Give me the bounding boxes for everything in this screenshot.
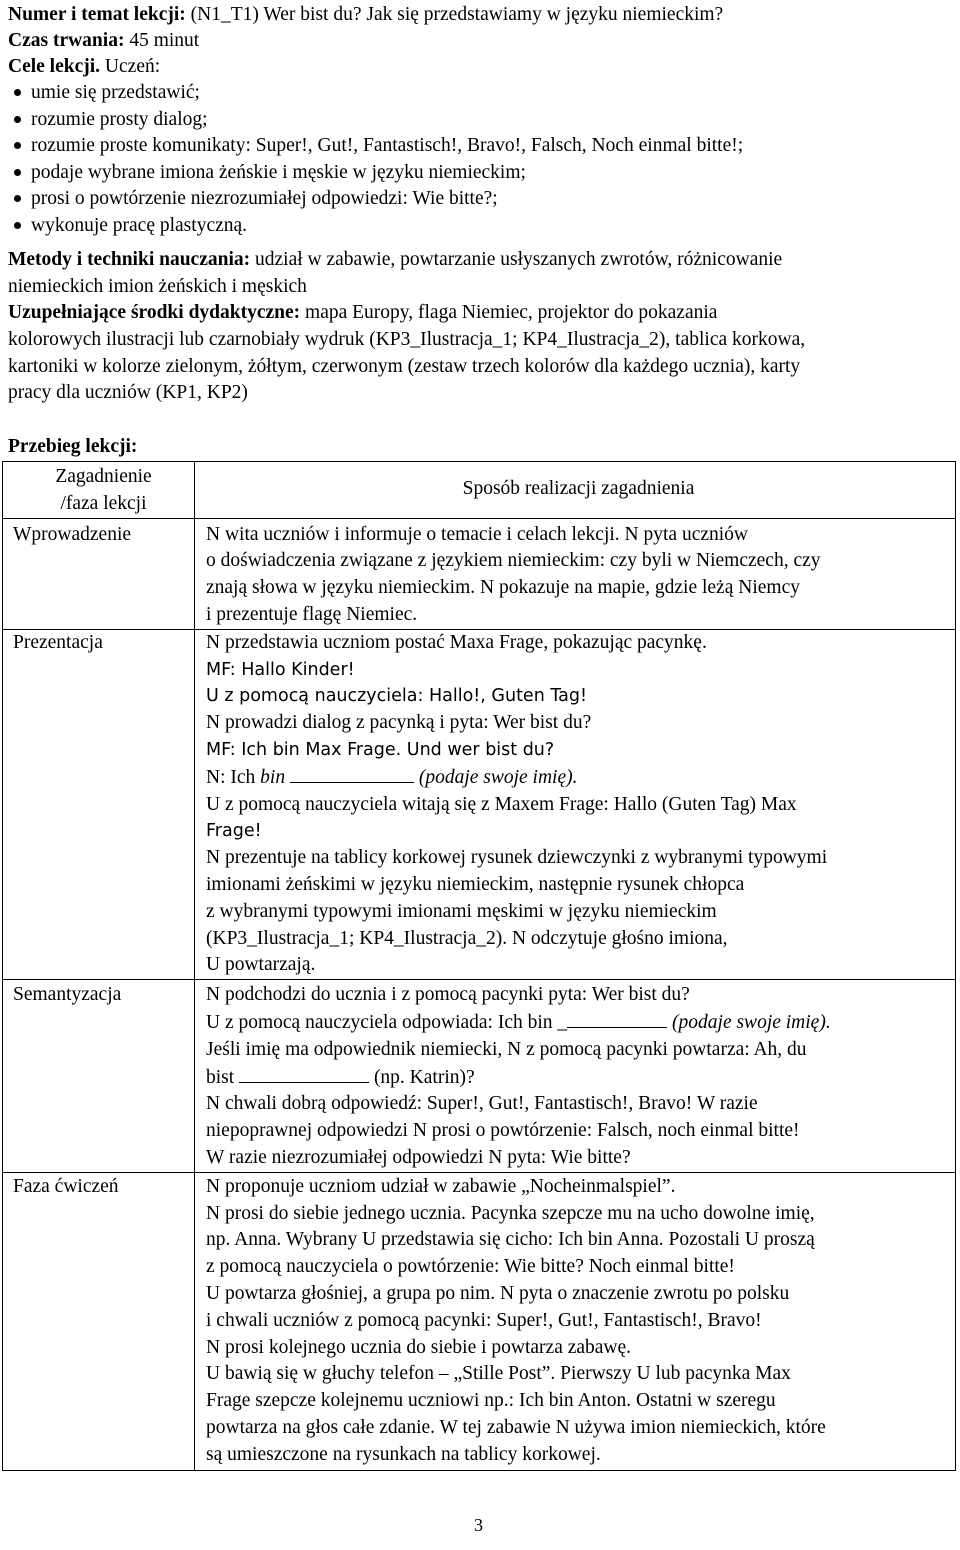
name-blank <box>290 764 414 783</box>
method-line: i chwali uczniów z pomocą pacynki: Super!, Gut!, Fantastisch!, Bravo! <box>206 1309 762 1331</box>
method-line: (KP3_Ilustracja_1; KP4_Ilustracja_2). N odczytuje głośno imiona, <box>206 927 728 949</box>
table-row <box>3 980 956 1173</box>
header-phase-cell <box>3 462 195 519</box>
methods-line-2: niemieckich imion żeńskich i męskich <box>8 276 307 297</box>
materials-line-2: kolorowych ilustracji lub czarnobiały wydruk (KP3_Ilustracja_1; KP4_Ilustracja_2), tablica korkowa, <box>8 329 806 350</box>
header-method-label: Sposób realizacji zagadnienia <box>462 478 695 500</box>
goals-value: Uczeń: <box>100 56 161 77</box>
method-line: Jeśli imię ma odpowiednik niemiecki, N z pomocą pacynki powtarza: Ah, du <box>206 1038 807 1060</box>
goals-label: Cele lekcji. <box>8 56 101 77</box>
materials-line-1 <box>8 300 717 327</box>
method-line: o doświadczenia związane z językiem niemieckim: czy byli w Niemczech, czy <box>206 550 821 572</box>
phase-label: Wprowadzenie <box>13 523 132 545</box>
method-line: MF: Ich bin Max Frage. Und wer bist du? <box>206 739 555 760</box>
method-line: N proponuje uczniom udział w zabawie „Nocheinmalspiel”. <box>206 1175 676 1197</box>
method-cell <box>195 629 956 979</box>
method-line-name-blank <box>206 1064 951 1092</box>
method-line: z wybranymi typowymi imionami męskimi w języku niemieckim <box>206 900 717 922</box>
method-line: W razie niezrozumiałej odpowiedzi N pyta: Wie bitte? <box>206 1146 631 1168</box>
method-line: N podchodzi do ucznia i z pomocą pacynki pyta: Wer bist du? <box>206 984 690 1006</box>
phase-label: Faza ćwiczeń <box>13 1175 119 1197</box>
method-line: N prosi kolejnego ucznia do siebie i powtarza zabawę. <box>206 1336 632 1358</box>
method-line-name-blank <box>206 1009 951 1037</box>
bullet-icon <box>14 222 21 229</box>
goal-item: rozumie proste komunikaty: Super!, Gut!, Fantastisch!, Bravo!, Falsch, Noch einmal bitte!; <box>31 135 744 156</box>
method-line-name-blank <box>206 764 951 792</box>
course-heading: Przebieg lekcji: <box>8 436 138 457</box>
time-value: 45 minut <box>124 30 200 51</box>
italic-hint: (podaje swoje imię). <box>418 766 578 788</box>
method-cell <box>195 518 956 629</box>
method-line: np. Anna. Wybrany U przedstawia się cicho: Ich bin Anna. Pozostali U proszą <box>206 1229 815 1251</box>
phase-cell <box>3 518 195 629</box>
materials-line-4: pracy dla uczniów (KP1, KP2) <box>8 382 248 403</box>
bullet-icon <box>14 142 21 149</box>
method-line: N prezentuje na tablicy korkowej rysunek dziewczynki z wybranymi typowymi <box>206 847 828 869</box>
method-line: Frage szepcze kolejnemu uczniowi np.: Ich bin Anton. Ostatni w szeregu <box>206 1390 776 1412</box>
materials-line-3: kartoniki w kolorze zielonym, żółtym, czerwonym (zestaw trzech kolorów dla każdego ucznia), karty <box>8 356 801 377</box>
bullet-icon <box>14 116 21 123</box>
phase-cell <box>3 980 195 1173</box>
methods-text-1: udział w zabawie, powtarzanie usłyszanych zwrotów, różnicowanie <box>250 249 783 270</box>
topic-label: Numer i temat lekcji: <box>8 4 186 25</box>
phase-cell <box>3 629 195 979</box>
time-label: Czas trwania: <box>8 30 125 51</box>
method-line: N przedstawia uczniom postać Maxa Frage, pokazując pacynkę. <box>206 631 707 653</box>
method-line: U powtarza głośniej, a grupa po nim. N pyta o znaczenie zwrotu po polsku <box>206 1282 790 1304</box>
goals-line <box>8 54 160 81</box>
method-line: N chwali dobrą odpowiedź: Super!, Gut!, Fantastisch!, Bravo! W razie <box>206 1093 758 1115</box>
bullet-icon <box>14 89 21 96</box>
topic-value: (N1_T1) Wer bist du? Jak się przedstawiamy w języku niemieckim? <box>185 4 724 25</box>
method-line-text: (np. Katrin)? <box>369 1066 475 1088</box>
goal-item: wykonuje pracę plastyczną. <box>31 215 248 236</box>
speaker-text: N: Ich <box>206 766 261 788</box>
table-row <box>3 629 956 979</box>
header-method-cell <box>195 462 956 519</box>
method-line: znają słowa w języku niemieckim. N pokazuje na mapie, gdzie leżą Niemcy <box>206 577 800 599</box>
materials-label: Uzupełniające środki dydaktyczne: <box>8 302 301 323</box>
goal-item: prosi o powtórzenie niezrozumiałej odpowiedzi: Wie bitte?; <box>31 188 498 209</box>
time-line <box>8 28 199 55</box>
lesson-table <box>2 461 956 1471</box>
bullet-icon <box>14 169 21 176</box>
topic-line <box>8 2 723 29</box>
method-line: z pomocą nauczyciela o powtórzenie: Wie bitte? Noch einmal bitte! <box>206 1256 735 1278</box>
method-line: imionami żeńskimi w języku niemieckim, następnie rysunek chłopca <box>206 873 745 895</box>
methods-line-1 <box>8 247 782 274</box>
method-line: N prosi do siebie jednego ucznia. Pacynka szepcze mu na ucho dowolne imię, <box>206 1202 815 1224</box>
method-line-text: bist <box>206 1066 240 1088</box>
phase-label: Prezentacja <box>13 631 103 653</box>
method-cell <box>195 980 956 1173</box>
method-line: U powtarzają. <box>206 954 316 976</box>
method-line: są umieszczone na rysunkach na tablicy korkowej. <box>206 1443 601 1465</box>
table-header-row <box>3 462 956 519</box>
italic-hint: (podaje swoje imię). <box>672 1011 831 1033</box>
method-cell <box>195 1172 956 1470</box>
methods-label: Metody i techniki nauczania: <box>8 249 251 270</box>
goal-item: umie się przedstawić; <box>31 82 200 103</box>
page-number: 3 <box>474 1515 483 1535</box>
method-line-text: U z pomocą nauczyciela witają się z Maxem Frage: Hallo (Guten Tag) Max <box>206 793 797 815</box>
bullet-icon <box>14 195 21 202</box>
italic-word: bin <box>260 766 286 788</box>
method-line-text: U z pomocą nauczyciela odpowiada: Ich bin _ <box>206 1011 568 1033</box>
method-line: niepoprawnej odpowiedzi N prosi o powtórzenie: Falsch, noch einmal bitte! <box>206 1120 800 1142</box>
name-blank <box>239 1064 369 1083</box>
phase-label: Semantyzacja <box>13 984 122 1006</box>
header-phase-label-1: Zagadnienie <box>55 466 152 487</box>
phase-cell <box>3 1172 195 1470</box>
header-phase-label-2: /faza lekcji <box>60 492 147 514</box>
goal-item: rozumie prosty dialog; <box>31 109 208 130</box>
method-line <box>206 792 951 819</box>
table-row <box>3 518 956 629</box>
method-line: powtarza na głos całe zdanie. W tej zabawie N używa imion niemieckich, które <box>206 1416 826 1438</box>
method-line: U bawią się w głuchy telefon – „Stille Post”. Pierwszy U lub pacynka Max <box>206 1363 791 1385</box>
method-line: N wita uczniów i informuje o temacie i celach lekcji. N pyta uczniów <box>206 523 749 545</box>
method-line: N prowadzi dialog z pacynką i pyta: Wer bist du? <box>206 712 592 734</box>
materials-text-1: mapa Europy, flaga Niemiec, projektor do pokazania <box>300 302 718 323</box>
method-line: Frage! <box>206 821 262 842</box>
goal-item: podaje wybrane imiona żeńskie i męskie w języku niemieckim; <box>31 162 526 183</box>
method-line: U z pomocą nauczyciela: Hallo!, Guten Tag! <box>206 686 587 707</box>
table-row <box>3 1172 956 1470</box>
method-line: MF: Hallo Kinder! <box>206 659 355 680</box>
method-line: i prezentuje flagę Niemiec. <box>206 603 418 625</box>
name-blank <box>567 1009 667 1028</box>
